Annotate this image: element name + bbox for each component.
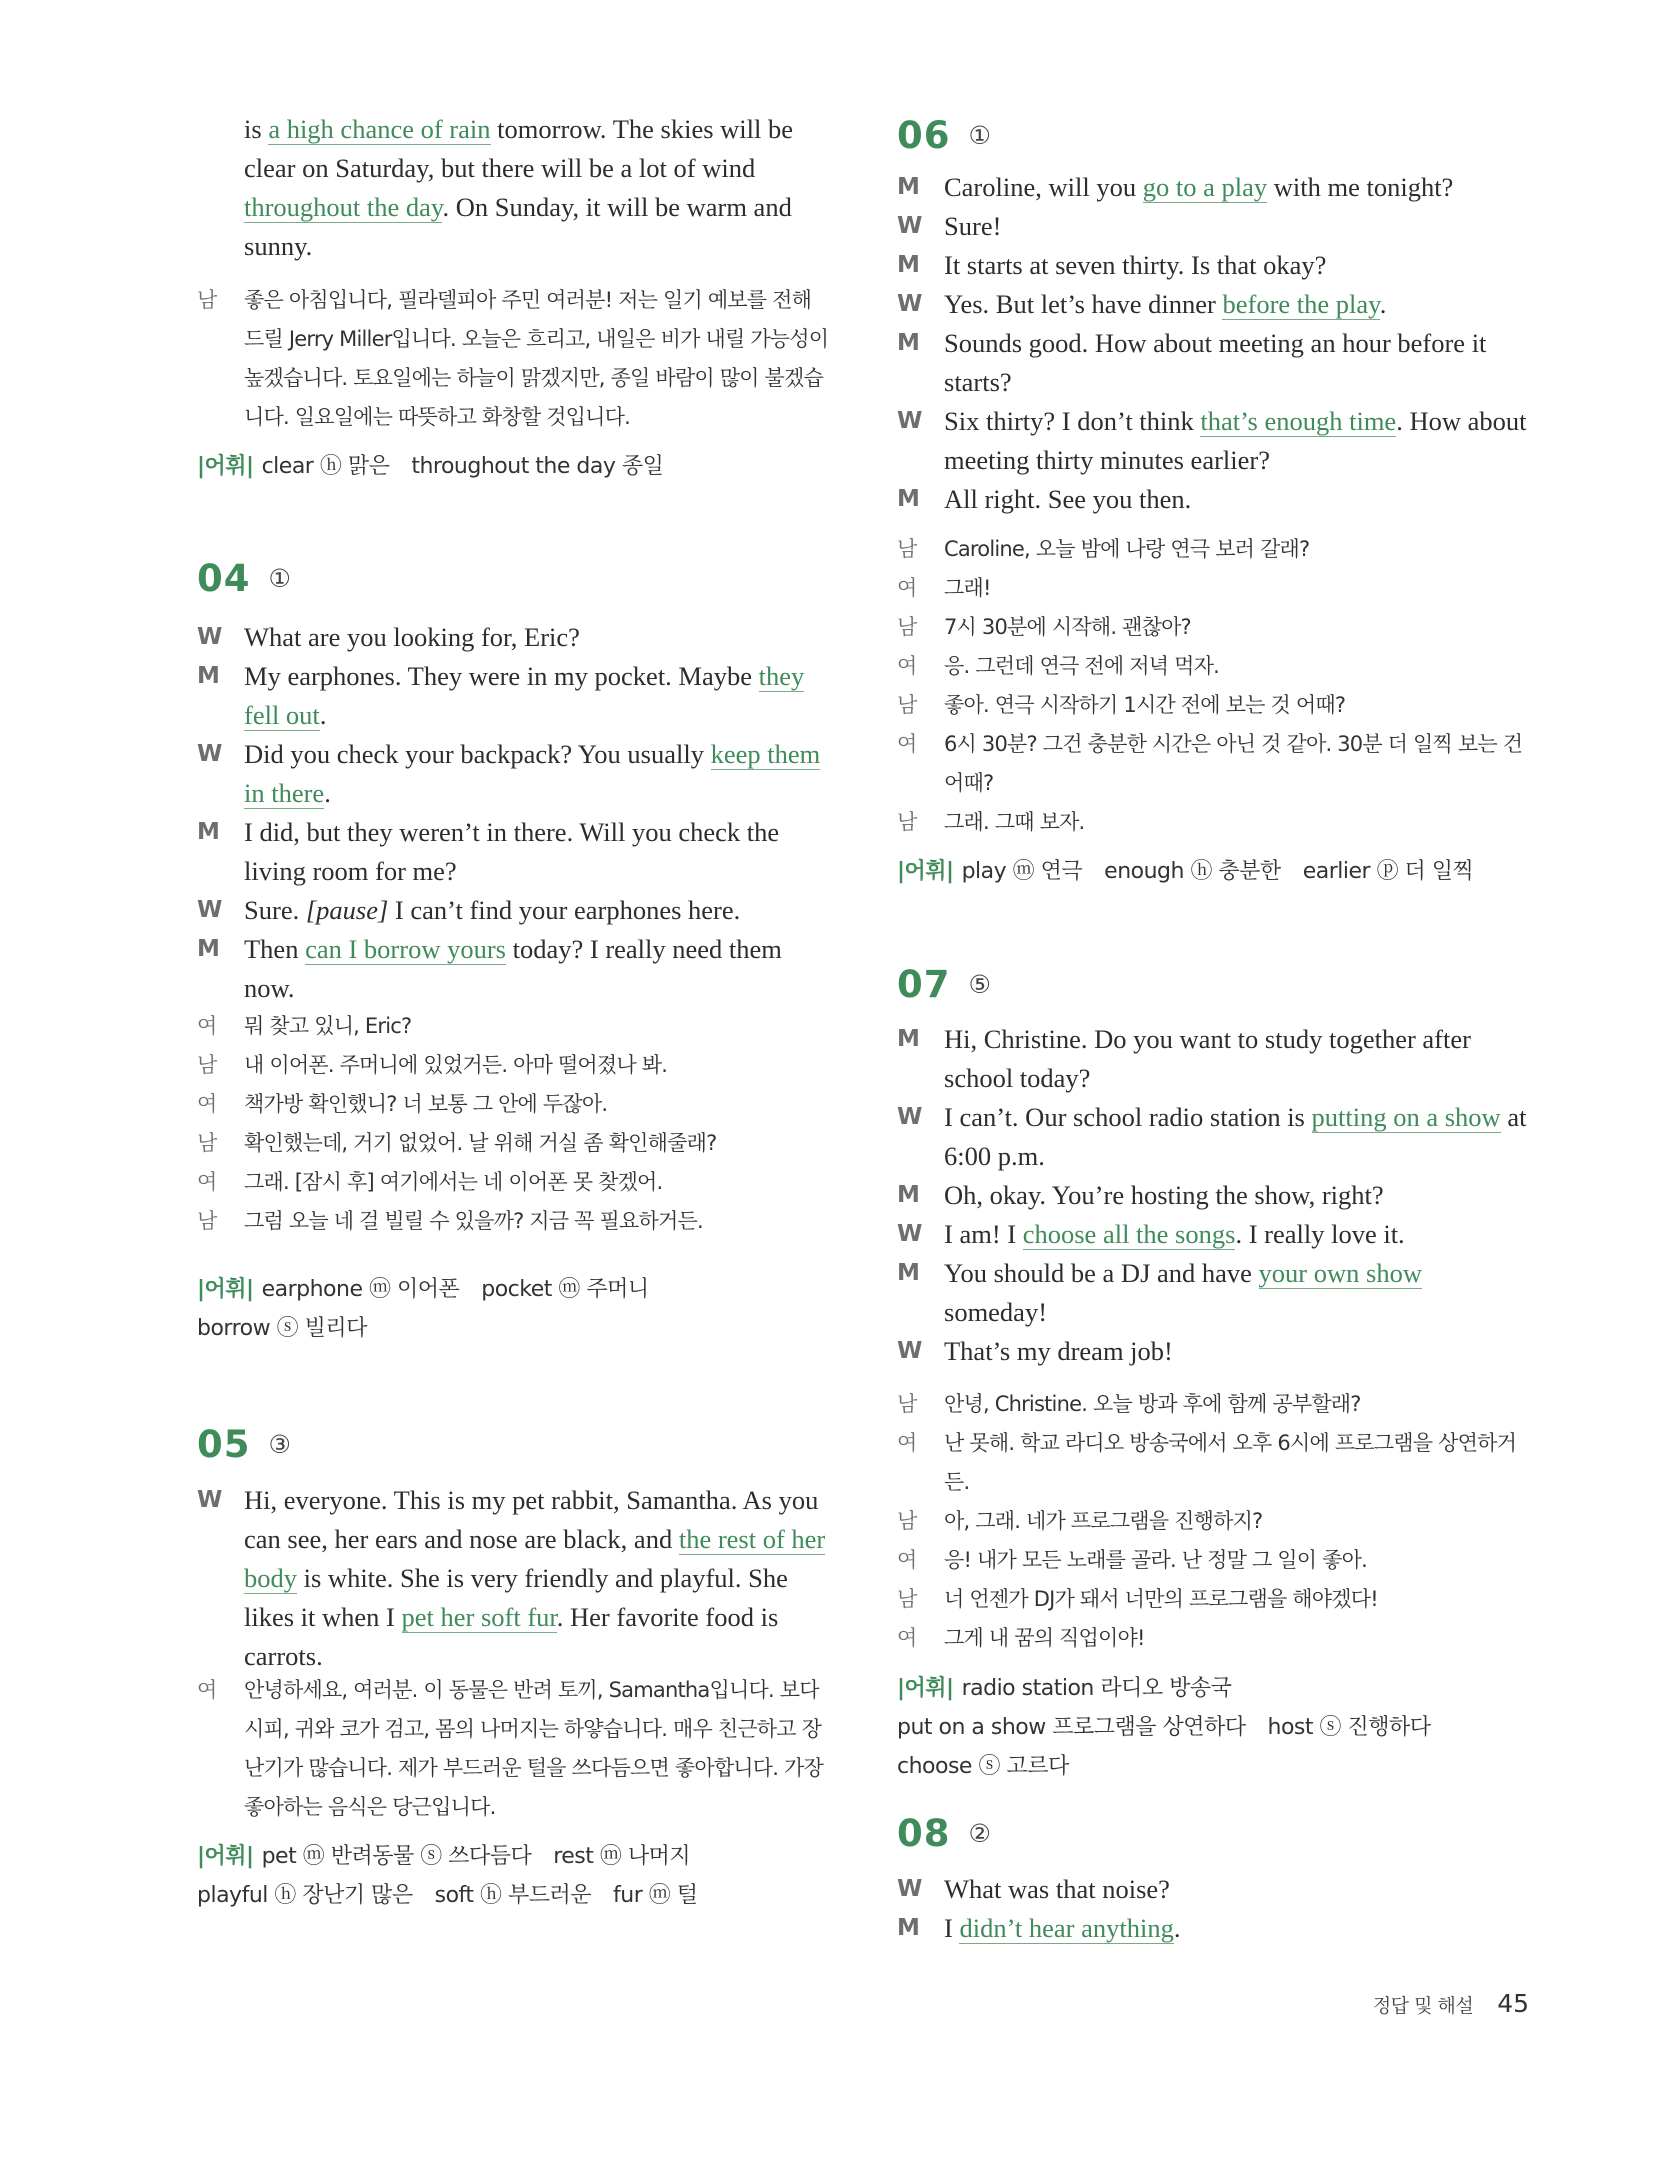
translation-line: 남 내 이어폰. 주머니에 있었거든. 아마 떨어졌나 봐. [197,1046,835,1085]
translation-line: 남 좋아. 연극 시작하기 1시간 전에 보는 것 어때? [897,686,1529,725]
vocabulary-item: pet ⓜ 반려동물 ⓢ 쓰다듬다 [261,1844,532,1869]
highlighted-phrase: your own show [1258,1258,1422,1288]
translation-line: 여 응. 그런데 연극 전에 저녁 먹자. [897,647,1529,686]
question-number: 08 [897,1811,951,1855]
translation-line: 여 난 못해. 학교 라디오 방송국에서 오후 6시에 프로그램을 상연하거든. [897,1424,1529,1502]
speaker-label: W [897,291,923,317]
dialogue-line: W I am! I choose all the songs. I really love it. [897,1215,1529,1254]
vocabulary-item: radio station 라디오 방송국 [961,1676,1232,1701]
page-footer [1373,1989,1529,2018]
question-number: 06 [897,113,951,157]
dialogue-line: M It starts at seven thirty. Is that okay? [897,246,1529,285]
vocabulary-label: |어휘| [897,859,954,884]
translation-line: 여 그래! [897,569,1529,608]
vocabulary-item: earlier ⓟ 더 일찍 [1302,859,1474,884]
highlighted-phrase: that’s enough time [1200,406,1397,436]
speaker-label: 남 [897,537,917,561]
dialogue-line: W That’s my dream job! [897,1332,1529,1371]
dialogue-korean [897,1385,1529,1658]
translation-line: 여 6시 30분? 그건 충분한 시간은 아닌 것 같아. 30분 더 일찍 보는 건 어때? [897,725,1529,803]
translation-line: 남 그래. 그때 보자. [897,803,1529,842]
dialogue-line: M You should be a DJ and have your own show someday! [897,1254,1529,1332]
speaker-label: 남 [897,615,917,639]
translation-line: 여 응! 내가 모든 노래를 골라. 난 정말 그 일이 좋아. [897,1541,1529,1580]
vocabulary-item: playful ⓗ 장난기 많은 [197,1883,413,1908]
dialogue-line: W Sure. [pause] I can’t find your earphones here. [197,891,835,930]
vocabulary-item: rest ⓜ 나머지 [553,1844,691,1869]
speaker-label: W [897,1221,923,1247]
translation-line: 여 그래. [잠시 후] 여기에서는 네 이어폰 못 찾겠어. [197,1163,835,1202]
dialogue-english [197,618,835,1008]
highlighted-phrase: throughout the day [244,192,443,222]
speaker-label: 여 [197,1014,217,1038]
dialogue-english [197,110,835,266]
translation-line: 남 확인했는데, 거기 없었어. 날 위해 거실 좀 확인해줄래? [197,1124,835,1163]
speaker-label: M [897,330,920,356]
translation-line: 남 좋은 아침입니다, 필라델피아 주민 여러분! 저는 일기 예보를 전해 드릴 Jerry Miller입니다. 오늘은 흐리고, 내일은 비가 내릴 가능성이 높겠습니다. 토요일에는 하늘이 맑겠지만, 종일 바람이 많이 불겠습니다. 일요일에는 따뜻하고 화창할 것입니다. [197,281,835,437]
dialogue-line: W Yes. But let’s have dinner before the play. [897,285,1529,324]
speaker-label: W [197,624,223,650]
translation-line: 여 뭐 찾고 있니, Eric? [197,1007,835,1046]
dialogue-english [897,168,1529,519]
dialogue-korean [197,281,835,437]
vocabulary-item: pocket ⓜ 주머니 [481,1277,649,1302]
speaker-label: 여 [897,1431,917,1455]
speaker-label: 남 [197,288,217,312]
speaker-label: 남 [897,1509,917,1533]
speaker-label: M [897,252,920,278]
highlighted-phrase: choose all the songs [1022,1219,1236,1249]
speaker-label: 남 [897,1392,917,1416]
page-number: 45 [1497,1989,1529,2018]
highlighted-phrase: keep them in there [244,739,821,808]
vocabulary-label: |어휘| [897,1676,954,1701]
speaker-label: 여 [197,1678,217,1702]
question-header-06 [897,113,991,157]
dialogue-english [897,1870,1529,1948]
speaker-label: W [897,1338,923,1364]
vocabulary-item: throughout the day 종일 [411,454,664,479]
speaker-label: 여 [897,732,917,756]
dialogue-line: M I didn’t hear anything. [897,1909,1529,1948]
vocabulary-label: |어휘| [197,454,254,479]
speaker-label: 여 [897,1548,917,1572]
question-header-07 [897,962,991,1006]
speaker-label: M [897,1260,920,1286]
vocabulary [197,447,835,486]
vocabulary-label: |어휘| [197,1844,254,1869]
translation-line: 여 그게 내 꿈의 직업이야! [897,1619,1529,1658]
vocabulary-item: choose ⓢ 고르다 [897,1754,1069,1779]
vocabulary [197,1837,835,1915]
speaker-label: 여 [897,654,917,678]
vocabulary-item: play ⓜ 연극 [961,859,1083,884]
highlighted-phrase: they fell out [244,661,805,730]
speaker-label: M [897,1026,920,1052]
speaker-label: W [197,897,223,923]
speaker-label: 남 [897,810,917,834]
dialogue-line: M Caroline, will you go to a play with me tonight? [897,168,1529,207]
speaker-label: W [897,408,923,434]
speaker-label: W [897,1876,923,1902]
speaker-label: W [197,1487,223,1513]
speaker-label: M [897,174,920,200]
dialogue-line: M I did, but they weren’t in there. Will you check the living room for me? [197,813,835,891]
dialogue-english [897,1020,1529,1371]
speaker-label: M [197,936,220,962]
dialogue-line: W Six thirty? I don’t think that’s enough time. How about meeting thirty minutes earlier? [897,402,1529,480]
vocabulary-item: soft ⓗ 부드러운 [434,1883,592,1908]
dialogue-line: W Hi, everyone. This is my pet rabbit, Samantha. As you can see, her ears and nose are black, and the rest of her body is white. She is very friendly and playful. She likes it when I pet her soft fur. Her favorite food is carrots. [197,1481,835,1676]
dialogue-line: M Sounds good. How about meeting an hour before it starts? [897,324,1529,402]
speaker-label: 남 [197,1053,217,1077]
dialogue-line: M Oh, okay. You’re hosting the show, right? [897,1176,1529,1215]
translation-line: 여 책가방 확인했니? 너 보통 그 안에 두잖아. [197,1085,835,1124]
vocabulary-label: |어휘| [197,1277,254,1302]
dialogue-line: W Did you check your backpack? You usually keep them in there. [197,735,835,813]
highlighted-phrase: go to a play [1142,172,1268,202]
question-header-08 [897,1811,991,1855]
highlighted-phrase: pet her soft fur [401,1602,557,1632]
translation-line: 남 7시 30분에 시작해. 괜찮아? [897,608,1529,647]
speaker-label: 여 [197,1092,217,1116]
speaker-label: M [897,1915,920,1941]
highlighted-phrase: didn’t hear anything [959,1913,1174,1943]
speaker-label: 남 [897,693,917,717]
answer-mark: ⑤ [968,969,991,999]
translation-line: 남 Caroline, 오늘 밤에 나랑 연극 보러 갈래? [897,530,1529,569]
speaker-label: W [197,741,223,767]
dialogue-line: is a high chance of rain tomorrow. The skies will be clear on Saturday, but there will be a lot of wind throughout the day. On Sunday, it will be warm and sunny. [244,114,794,261]
speaker-label: M [897,1182,920,1208]
vocabulary-item: enough ⓗ 충분한 [1104,859,1281,884]
vocabulary-item: host ⓢ 진행하다 [1267,1715,1431,1740]
vocabulary-item: earphone ⓜ 이어폰 [261,1277,460,1302]
speaker-label: M [197,663,220,689]
speaker-label: M [897,486,920,512]
vocabulary-item: borrow ⓢ 빌리다 [197,1316,367,1341]
speaker-label: 여 [897,1626,917,1650]
highlighted-phrase: can I borrow yours [305,934,506,964]
dialogue-korean [897,530,1529,842]
dialogue-korean [197,1007,835,1241]
speaker-label: 여 [197,1170,217,1194]
translation-line: 남 너 언젠가 DJ가 돼서 너만의 프로그램을 해야겠다! [897,1580,1529,1619]
dialogue-line: M Hi, Christine. Do you want to study together after school today? [897,1020,1529,1098]
dialogue-line: W What was that noise? [897,1870,1529,1909]
highlighted-phrase: putting on a show [1311,1102,1501,1132]
speaker-label: 여 [897,576,917,600]
translation-line: 여 안녕하세요, 여러분. 이 동물은 반려 토끼, Samantha입니다. 보다시피, 귀와 코가 검고, 몸의 나머지는 하얗습니다. 매우 친근하고 장난기가 많습니다. 제가 부드러운 털을 쓰다듬으면 좋아합니다. 가장 좋아하는 음식은 당근입니다. [197,1671,835,1827]
question-header-05 [197,1422,291,1466]
footer-title: 정답 및 해설 [1372,1995,1474,2017]
translation-line: 남 안녕, Christine. 오늘 방과 후에 함께 공부할래? [897,1385,1529,1424]
vocabulary-item: fur ⓜ 털 [613,1883,698,1908]
speaker-label: 남 [197,1131,217,1155]
dialogue-line: M Then can I borrow yours today? I really need them now. [197,930,835,1008]
speaker-label: M [197,819,220,845]
speaker-label: W [897,1104,923,1130]
dialogue-line: W What are you looking for, Eric? [197,618,835,657]
dialogue-line: W Sure! [897,207,1529,246]
highlighted-phrase: the rest of her body [244,1524,826,1593]
vocabulary-item: put on a show 프로그램을 상연하다 [897,1715,1246,1740]
dialogue-line: M My earphones. They were in my pocket. Maybe they fell out. [197,657,835,735]
speaker-label: W [897,213,923,239]
dialogue-line: M All right. See you then. [897,480,1529,519]
answer-mark: ② [968,1818,991,1848]
vocabulary-item: clear ⓗ 맑은 [261,454,390,479]
answer-mark: ③ [268,1429,291,1459]
answer-mark: ① [968,120,991,150]
translation-line: 남 그럼 오늘 네 걸 빌릴 수 있을까? 지금 꼭 필요하거든. [197,1202,835,1241]
question-header-04 [197,556,291,600]
dialogue-line: W I can’t. Our school radio station is putting on a show at 6:00 p.m. [897,1098,1529,1176]
highlighted-phrase: a high chance of rain [268,114,491,144]
answer-mark: ① [268,563,291,593]
translation-line: 남 아, 그래. 네가 프로그램을 진행하지? [897,1502,1529,1541]
speaker-label: 남 [897,1587,917,1611]
speaker-label: 남 [197,1209,217,1233]
stage-direction: [pause] [305,895,389,925]
dialogue-korean [197,1671,835,1827]
vocabulary [897,852,1529,891]
question-number: 07 [897,962,951,1006]
question-number: 04 [197,556,251,600]
vocabulary [897,1669,1529,1786]
question-number: 05 [197,1422,251,1466]
highlighted-phrase: before the play [1222,289,1380,319]
vocabulary [197,1270,835,1348]
dialogue-english [197,1481,835,1676]
